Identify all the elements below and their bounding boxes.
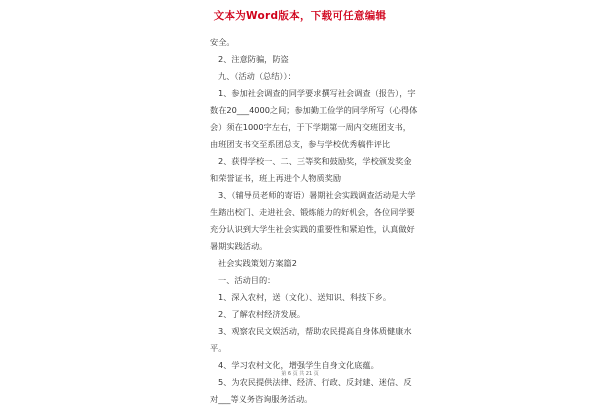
text-line: 对___等义务咨询服务活动。: [210, 394, 313, 404]
text-line: 2、注意防骗，防盗: [218, 54, 289, 64]
document-banner: 文本为Word版本，下载可任意编辑: [213, 10, 387, 22]
text-line: 充分认识到大学生社会实践的重要性和紧迫性，认真做好: [210, 224, 415, 234]
text-line: 1、参加社会调查的同学要求撰写社会调查（报告），字: [218, 88, 416, 98]
text-line: 暑期实践活动。: [210, 241, 268, 251]
text-line: 生踏出校门、走进社会、锻炼能力的好机会，各位同学要: [210, 207, 415, 217]
text-line: 3、（辅导员老师的寄语）暑期社会实践调查活动是大学: [218, 190, 416, 200]
text-line: 由班团支书交至系团总支，参与学校优秀稿件评比: [210, 139, 391, 149]
text-line: 5、为农民提供法律、经济、行政、反封建、迷信、反: [218, 377, 412, 387]
text-line: 3、观察农民文娱活动，帮助农民提高自身体质健康水: [218, 326, 412, 336]
text-line: 一、活动目的：: [218, 275, 276, 285]
text-line: 和荣誉证书，班上再进个人物质奖励: [210, 173, 342, 183]
page-number: 第 6 页 共 21 页: [281, 371, 319, 377]
text-line: 1、深入农村，送（文化）、送知识、科技下乡。: [218, 292, 392, 302]
text-line: 九、（活动（总结））：: [218, 71, 296, 81]
text-line: 2、了解农村经济发展。: [218, 309, 306, 319]
text-line: 数在20___4000之间；参加勤工俭学的同学所写（心得体: [210, 105, 418, 115]
text-line: 2、获得学校一、二、三等奖和鼓励奖，学校颁发奖金: [218, 156, 412, 166]
text-line: 安全。: [210, 37, 235, 47]
text-line: 4、学习农村文化，增强学生自身文化底蕴。: [218, 360, 379, 370]
text-line: 平。: [210, 343, 227, 353]
section-heading: 社会实践策划方案篇2: [218, 258, 297, 268]
text-line: 会）须在1000字左右，于下学期第一周内交班团支书，: [210, 122, 411, 132]
